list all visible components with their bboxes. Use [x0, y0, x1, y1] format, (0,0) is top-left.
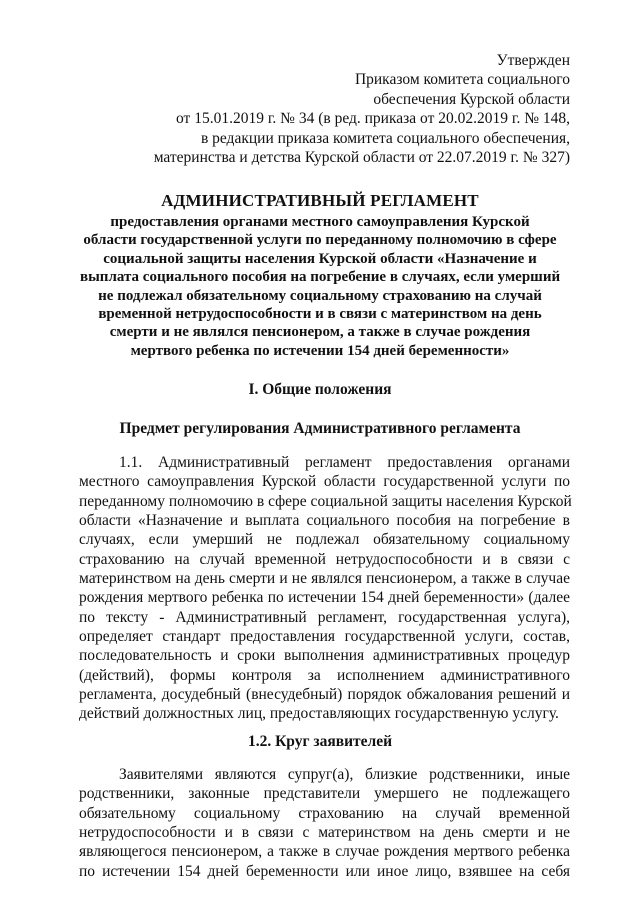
paragraph-line: переданному полномочию в сфере социальной защиты населения Курской [79, 492, 572, 510]
subtitle-line: предоставления органами местного самоуправления Курской [110, 214, 530, 230]
paragraph-line: 1.1. Административный регламент предоставления органами [119, 454, 570, 471]
paragraph-line: области «Назначение и выплата социального пособия на погребение в [79, 512, 570, 530]
subtitle-line: социальной защиты населения Курской области «Назначение и [103, 250, 537, 267]
subtitle-line: мертвого ребенка по истечении 154 дней беременности» [130, 342, 510, 359]
approval-line: в редакции приказа комитета социального обеспечения, [200, 129, 570, 147]
section1-heading: I. Общие положения [248, 381, 392, 398]
subtitle-line: смерти и не являлся пенсионером, а также в случае рождения [109, 324, 531, 341]
section2-heading: 1.2. Круг заявителей [247, 733, 393, 750]
paragraph-line: (действий), формы контроля за исполнением административного [79, 666, 570, 684]
paragraph-line: действий должностных лиц, предоставляющих государственную услугу. [79, 705, 559, 723]
approval-line: материнства и детства Курской области от 22.07.2019 г. № 327) [153, 149, 570, 167]
paragraph-line: страхованию на случай временной нетрудоспособности и в связи с [79, 550, 570, 568]
paragraph-line: нетрудоспособности и в связи с материнством на день смерти и не [79, 824, 570, 842]
subtitle-line: выплата социального пособия на погребение в случаях, если умерший [80, 269, 561, 286]
paragraph-line: случаях, если умерший не подлежал обязательному социальному [79, 531, 570, 549]
approval-line: Приказом комитета социального [354, 71, 570, 89]
subtitle-line: области государственной услуги по переданному полномочию в сфере [83, 232, 557, 249]
paragraph-line: регламента, досудебный (внесудебный) порядок обжалования решений и [79, 686, 570, 704]
approval-line: Утвержден [496, 52, 570, 69]
document-title: АДМИНИСТРАТИВНЫЙ РЕГЛАМЕНТ [161, 191, 479, 210]
paragraph-line: рождения мертвого ребенка по истечении 154 дней беременности» (далее [79, 589, 570, 607]
paragraph-line: по тексту - Административный регламент, государственная услуга), [79, 608, 570, 626]
paragraph-line: по истечении 154 дней беременности или иное лицо, взявшее на себя [79, 862, 570, 880]
approval-line: от 15.01.2019 г. № 34 (в ред. приказа от 20.02.2019 г. № 148, [176, 110, 570, 128]
section1-paragraph [79, 453, 570, 724]
paragraph-line: определяет стандарт предоставления государственной услуги, состав, [79, 628, 570, 646]
approval-line: обеспечения Курской области [373, 90, 570, 108]
paragraph-line: обязательному социальному страхованию на случай временной [79, 804, 570, 822]
document-subtitle [80, 213, 560, 360]
section2-paragraph [79, 765, 570, 881]
section1-subheading: Предмет регулирования Административного регламента [119, 420, 521, 437]
paragraph-line: материнством на день смерти и не являлся пенсионером, а также в случае [79, 570, 570, 588]
subtitle-line: не подлежал обязательному социальному страхованию на случай [98, 287, 542, 304]
subtitle-line: временной нетрудоспособности и в связи с материнством на день [98, 306, 542, 323]
paragraph-line: последовательность и сроки выполнения административных процедур [79, 647, 570, 665]
approval-block [130, 51, 570, 167]
paragraph-line: Заявителями являются супруг(а), близкие родственники, иные [119, 766, 570, 783]
paragraph-line: местного самоуправления Курской области государственной услуги по [79, 473, 570, 491]
paragraph-line: родственники, законные представители умершего не подлежащего [79, 785, 570, 803]
paragraph-line: являющегося пенсионером, а также в случае рождения мертвого ребенка [79, 843, 570, 861]
